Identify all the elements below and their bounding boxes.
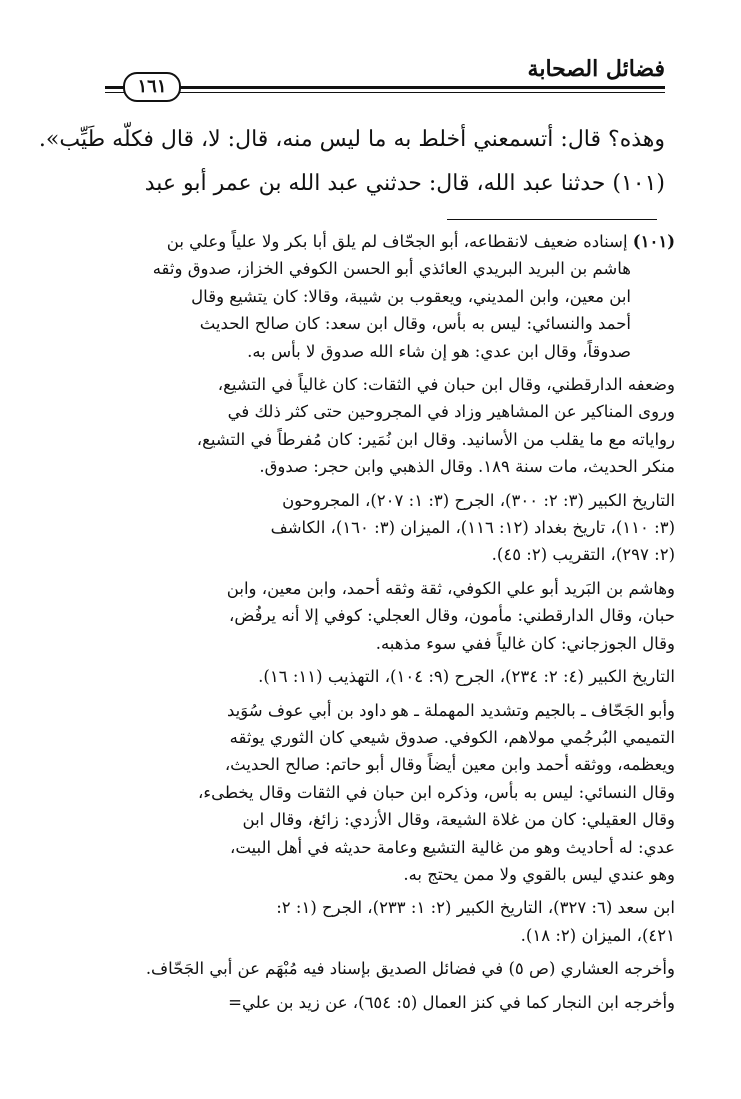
page-header — [105, 52, 665, 102]
footnote-line: ٤٢١)، الميزان (٢: ١٨). — [520, 925, 675, 945]
footnote-line: وقال النسائي: ليس به بأس، وذكره ابن حبان في الثقات وقال يخطىء، — [198, 782, 675, 802]
footnote-paragraph — [105, 487, 675, 569]
main-line: وهذه؟ قال: أتسمعني أخلط به ما ليس منه، قال: لا، قال فكلّه طَيِّب». — [38, 127, 665, 152]
footnote-paragraph — [105, 575, 675, 657]
footnote-line: عدي: له أحاديث وهو من غالية التشيع وعامة حديثه في أهل البيت، — [230, 837, 675, 857]
footnote-line: ويعظمه، ووثقه أحمد وابن معين أيضاً وقال أبو حاتم: صالح الحديث، — [224, 755, 675, 775]
footnote-line: وقال الجوزجاني: كان غالياً ففي سوء مذهبه. — [375, 633, 675, 653]
footnote-paragraph — [105, 894, 675, 949]
page-number-badge: ١٦١ — [123, 72, 181, 102]
footnote-line — [105, 228, 675, 255]
running-title: فضائل الصحابة — [527, 56, 665, 82]
footnote-separator — [447, 219, 657, 220]
footnote-line: ابن سعد (٦: ٣٢٧)، التاريخ الكبير (٢: ١: ٢٣٣)، الجرح (١: ٢: — [276, 898, 675, 918]
footnote-line: صدوقاً، وقال ابن عدي: هو إن شاء الله صدوق لا بأس به. — [247, 341, 631, 361]
footnote-line: التميمي البُرجُمي مولاهم، الكوفي. صدوق شيعي كان الثوري يوثقه — [229, 727, 675, 747]
footnote-line: وهاشم بن البَريد أبو علي الكوفي، ثقة وثقه أحمد، وابن معين، وابن — [226, 578, 675, 598]
header-rule — [105, 86, 665, 89]
footnote-line: التاريخ الكبير (٤: ٢: ٢٣٤)، الجرح (٩: ١٠٤)، التهذيب (١١: ١٦). — [258, 667, 675, 687]
footnote-text: إسناده ضعيف لانقطاعه، أبو الجحّاف لم يلق أبا بكر ولا علياً وعلي بن — [166, 232, 628, 251]
footnote-line: وأخرجه العشاري (ص ٥) في فضائل الصديق بإسناد فيه مُبْهَم عن أبي الجَحّاف. — [145, 959, 675, 979]
footnote-line: رواياته مع ما يقلب من الأسانيد. وقال ابن نُمَير: كان مُفرطاً في التشيع، — [196, 429, 675, 449]
footnote-paragraph — [105, 663, 675, 690]
footnote-line: وأبو الجَحّاف ـ بالجيم وتشديد المهملة ـ هو داود بن أبي عوف سُوَيد — [226, 700, 675, 720]
footnote-line: وضعفه الدارقطني، وقال ابن حبان في الثقات: كان غالياً في التشيع، — [217, 375, 675, 395]
footnote-line: (٢: ٢٩٧)، التقريب (٢: ٤٥). — [491, 545, 675, 565]
footnote-paragraph — [105, 697, 675, 889]
footnote-number: (١٠١) — [632, 232, 675, 251]
footnote-line: وهو عندي ليس بالقوي ولا ممن يحتج به. — [403, 864, 675, 884]
footnote-line: وأخرجه ابن النجار كما في كنز العمال (٥: ٦٥٤)، عن زيد بن علي= — [228, 992, 675, 1012]
footnote-line: منكر الحديث، مات سنة ١٨٩. وقال الذهبي وابن حجر: صدوق. — [259, 457, 675, 477]
footnote-line: أحمد والنسائي: ليس به بأس، وقال ابن سعد: كان صالح الحديث — [199, 314, 631, 334]
footnote-line: التاريخ الكبير (٣: ٢: ٣٠٠)، الجرح (٣: ١: ٢٠٧)، المجروحون — [282, 490, 675, 510]
main-text — [38, 118, 665, 206]
main-line: (١٠١) حدثنا عبد الله، قال: حدثني عبد الله بن عمر أبو عبد — [144, 171, 665, 196]
footnote-line: حبان، وقال الدارقطني: مأمون، وقال العجلي: كوفي إلا أنه يرفُض، — [229, 606, 675, 626]
footnotes — [105, 228, 675, 1022]
footnote-line: وروى المناكير عن المشاهير وزاد في المجروحين حتى كثر ذلك في — [227, 402, 675, 422]
footnote-line: (٣: ١١٠)، تاريخ بغداد (١٢: ١١٦)، الميزان (٣: ١٦٠)، الكاشف — [270, 518, 675, 538]
header-rule-thin — [105, 92, 665, 93]
footnote-paragraph — [105, 228, 675, 365]
footnote-line: ابن معين، وابن المديني، ويعقوب بن شيبة، وقالا: كان يتشيع وقال — [191, 286, 631, 306]
footnote-line: وقال العقيلي: كان من غلاة الشيعة، وقال الأزدي: زائغ، وقال ابن — [242, 810, 675, 830]
footnote-line: هاشم بن البريد البريدي العائذي أبو الحسن الكوفي الخزاز، صدوق وثقه — [152, 259, 631, 279]
footnote-paragraph — [105, 989, 675, 1016]
footnote-paragraph — [105, 955, 675, 982]
footnote-paragraph — [105, 371, 675, 481]
